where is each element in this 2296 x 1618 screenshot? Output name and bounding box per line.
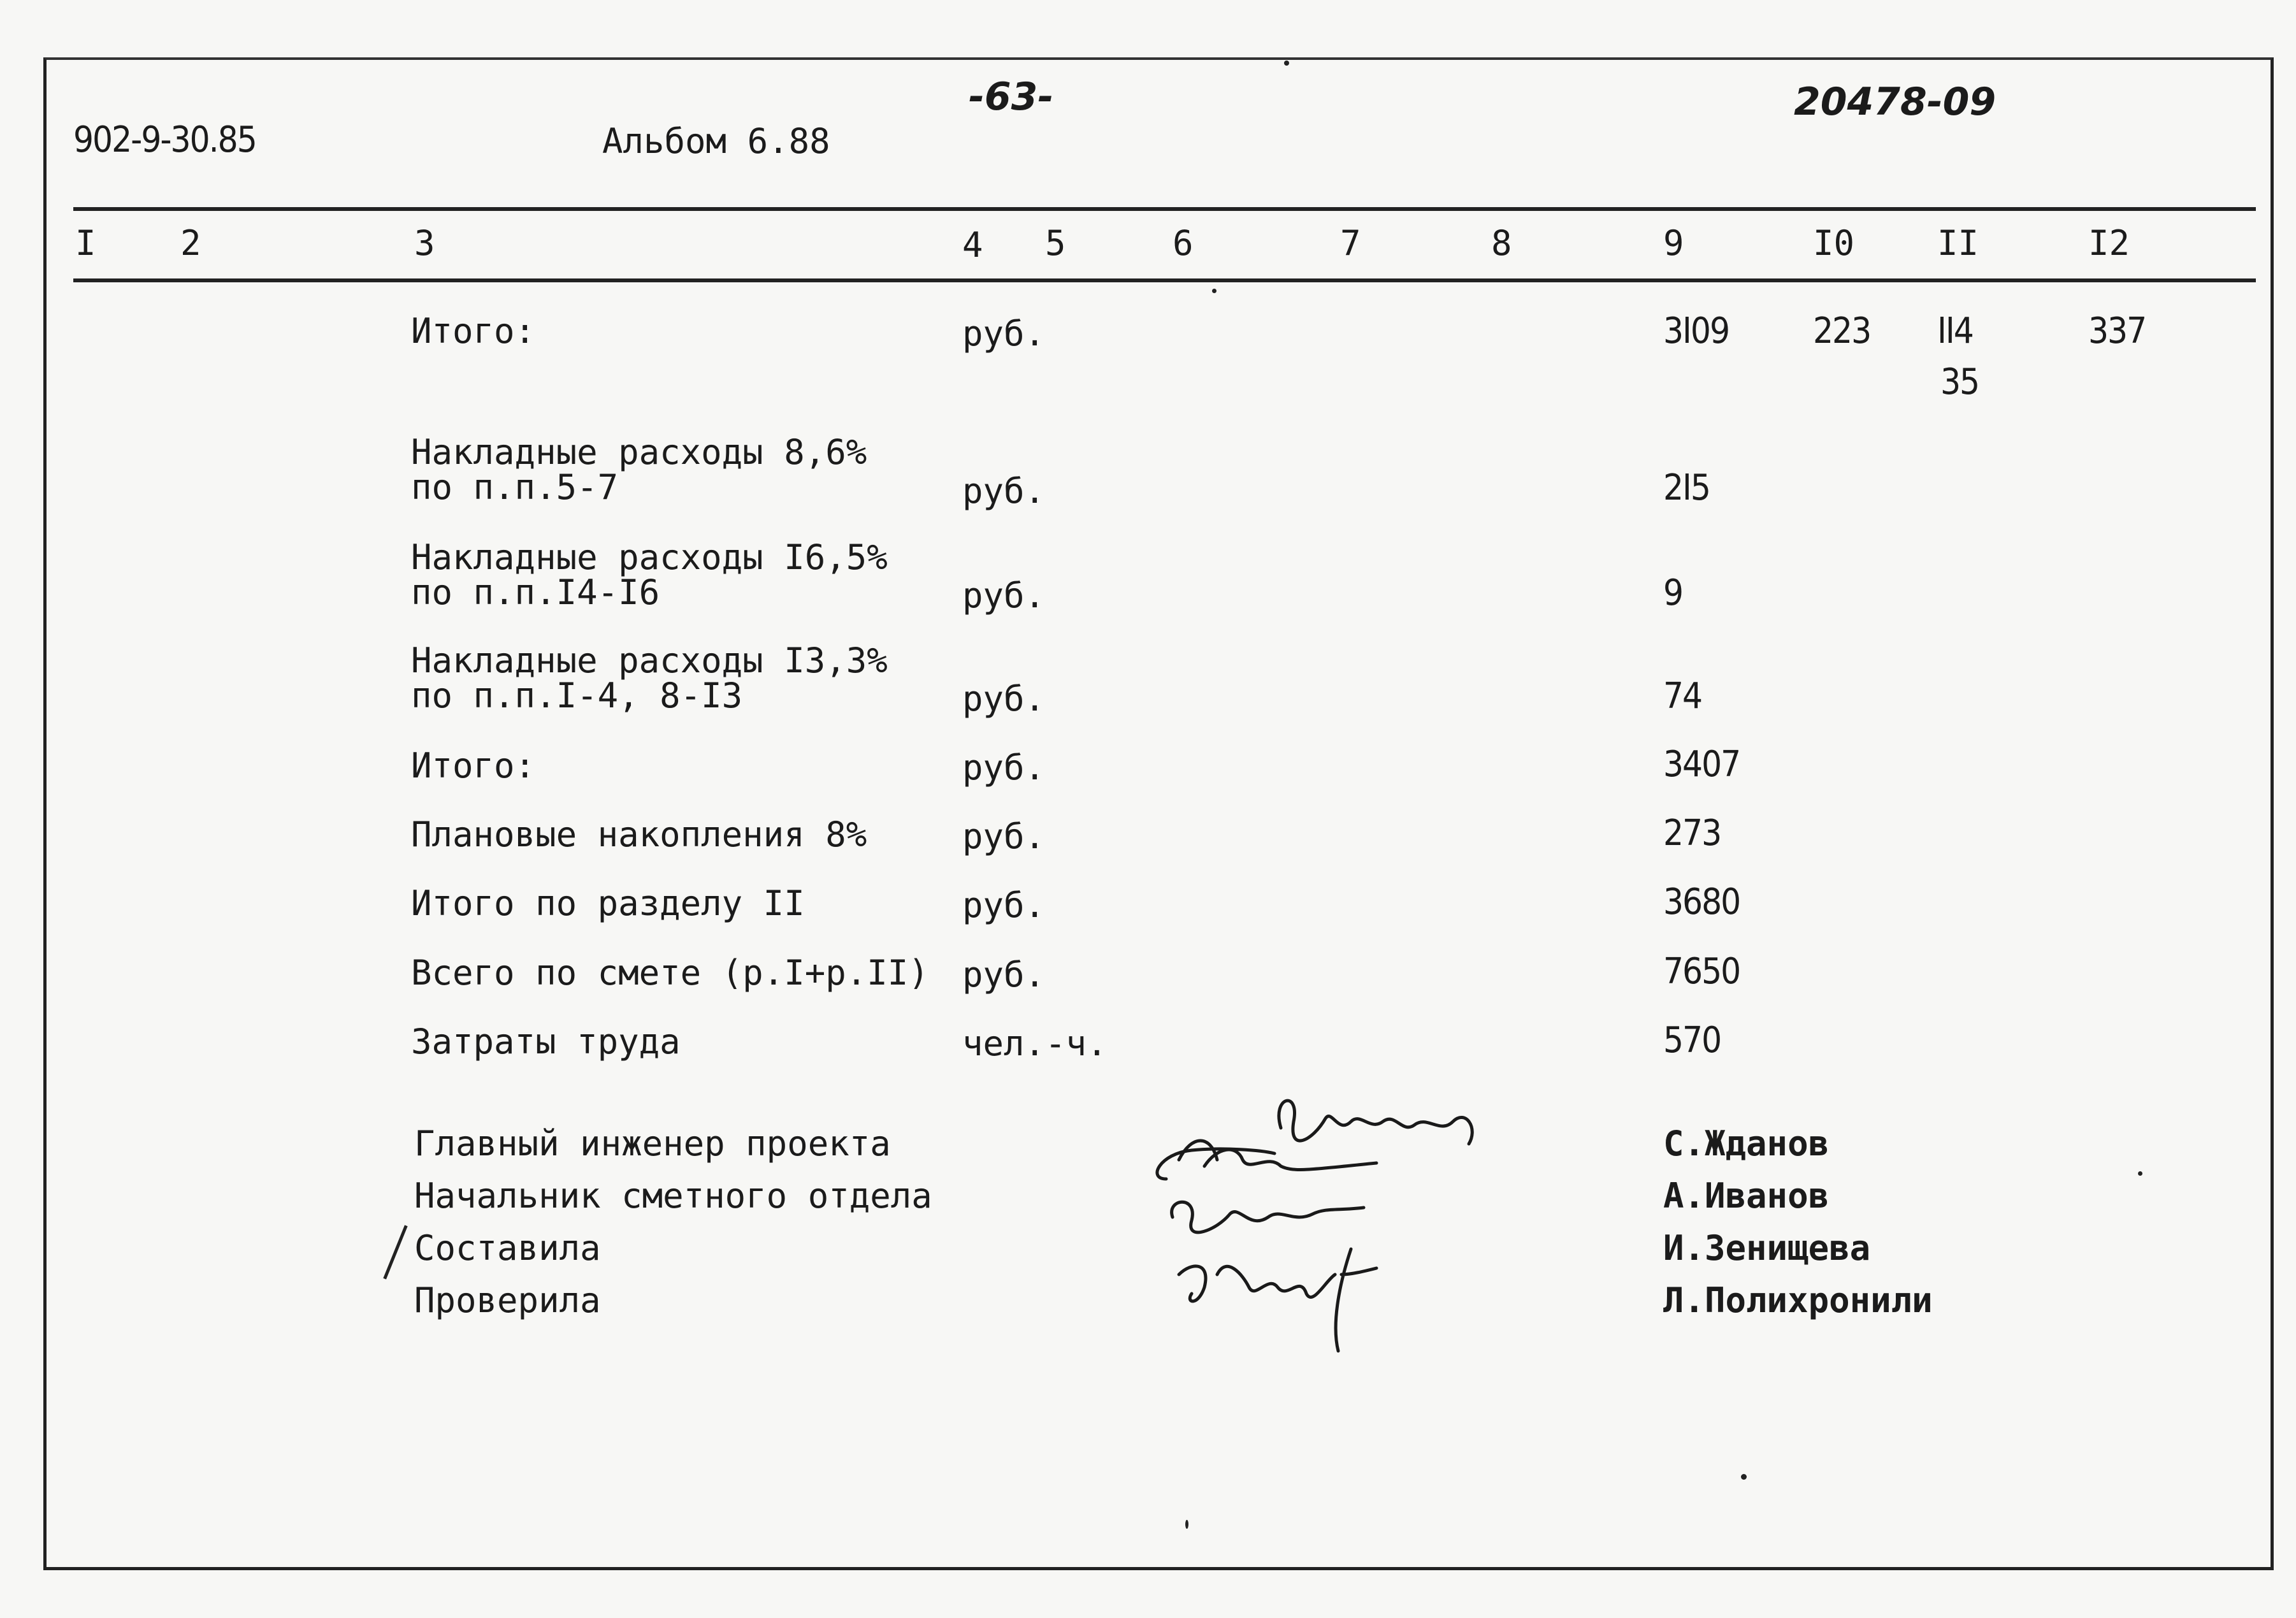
signature-role: Главный инженер проекта [414, 1123, 891, 1164]
scan-speck [1185, 1520, 1188, 1529]
sheet-code: 20478-09 [1794, 80, 1996, 124]
row-name: Затраты труда [411, 1022, 681, 1062]
header-top-rule [73, 207, 2256, 211]
col-header-4: 4 [962, 225, 983, 265]
row-unit: руб. [962, 679, 1046, 719]
col-header-1: I [75, 223, 96, 263]
row-name: Всего по смете (р.I+р.II) [411, 953, 929, 993]
scan-speck [1284, 61, 1289, 66]
signature-name: И.Зенищева [1663, 1228, 1871, 1268]
scan-speck [1741, 1474, 1747, 1480]
signature-name: Л.Полихронили [1663, 1280, 1933, 1320]
row-unit: руб. [962, 885, 1046, 925]
row-col9: 2I5 [1663, 467, 1710, 509]
row-name-line2: по п.п.I4-I6 [411, 572, 660, 612]
col-header-9: 9 [1663, 223, 1684, 263]
row-col9: 9 [1663, 572, 1683, 614]
row-name: Итого: [411, 311, 536, 351]
row-name: Плановые накопления 8% [411, 814, 867, 855]
row-col12: 337 [2088, 310, 2146, 352]
page-number: -63- [969, 75, 1054, 119]
header-bottom-rule [73, 278, 2256, 282]
col-header-5: 5 [1045, 223, 1066, 263]
col-header-6: 6 [1173, 223, 1194, 263]
row-unit: руб. [962, 471, 1046, 511]
row-col9: 74 [1663, 675, 1702, 717]
row-col9: 3I09 [1663, 310, 1729, 352]
row-unit: руб. [962, 314, 1046, 354]
handwritten-signatures [1122, 1083, 1542, 1376]
col-header-3: 3 [414, 223, 435, 263]
row-col11: II4 [1937, 310, 1973, 352]
row-unit: руб. [962, 748, 1046, 788]
row-name-line2: по п.п.5-7 [411, 467, 619, 507]
signature-role: Проверила [414, 1280, 601, 1320]
row-col9: 7650 [1663, 951, 1740, 992]
row-name: Итого по разделу II [411, 883, 805, 923]
signature-name: А.Иванов [1663, 1176, 1830, 1216]
col-header-11: II [1937, 223, 1979, 263]
col-header-10: I0 [1813, 223, 1855, 263]
doc-code: 902-9-30.85 [73, 119, 256, 161]
signature-role: Составила [414, 1228, 601, 1268]
row-name: Итого: [411, 746, 536, 786]
col-header-2: 2 [180, 223, 201, 263]
signature-role: Начальник сметного отдела [414, 1176, 932, 1216]
row-col9: 3680 [1663, 881, 1740, 923]
row-name-line2: по п.п.I-4, 8-I3 [411, 675, 743, 716]
row-col9: 3407 [1663, 744, 1740, 785]
row-name: Накладные расходы 8,6% [411, 432, 867, 472]
scan-speck [2138, 1171, 2142, 1176]
col-header-7: 7 [1340, 223, 1361, 263]
col-header-12: I2 [2088, 223, 2130, 263]
album-label: Альбом 6.88 [602, 121, 830, 161]
row-col11-extra: 35 [1940, 361, 1979, 403]
col-header-8: 8 [1491, 223, 1512, 263]
row-col9: 273 [1663, 813, 1721, 854]
row-col10: 223 [1813, 310, 1871, 352]
row-name: Накладные расходы I6,5% [411, 537, 888, 577]
row-unit: чел.-ч. [962, 1023, 1108, 1064]
signature-name: С.Жданов [1663, 1123, 1830, 1164]
row-unit: руб. [962, 575, 1046, 616]
row-name: Накладные расходы I3,3% [411, 640, 888, 681]
scan-speck [1212, 289, 1217, 293]
row-col9: 570 [1663, 1020, 1721, 1061]
row-unit: руб. [962, 816, 1046, 856]
row-unit: руб. [962, 955, 1046, 995]
